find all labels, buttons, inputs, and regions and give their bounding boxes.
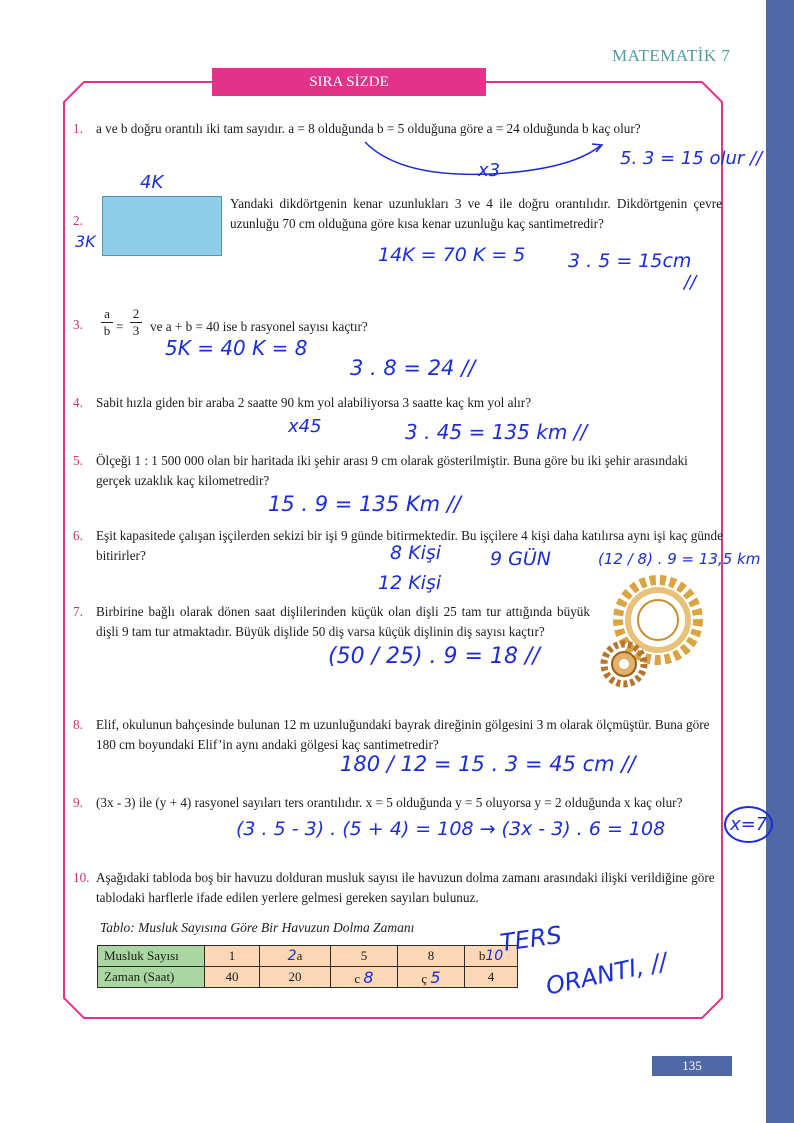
- q2-hw-calc: 14K = 70 K = 5: [378, 244, 526, 266]
- question-5-text: Ölçeği 1 : 1 500 000 olan bir haritada iki şehir arası 9 cm olarak gösterilmiştir. Buna göre bu iki şehir arasındaki gerçek uzaklık kaç kilometredir?: [96, 453, 688, 488]
- row-header: Zaman (Saat): [98, 967, 205, 988]
- q3-frac-numerator: a: [104, 306, 110, 321]
- q5-hw-answer: 15 . 9 = 135 Km //: [268, 492, 461, 516]
- q3-frac2-denominator: 3: [130, 322, 142, 339]
- question-2-text: Yandaki dikdörtgenin kenar uzunlukları 3 ve 4 ile doğru orantılıdır. Dikdörtgenin çevre uzunluğu 70 cm olduğuna göre kısa kenar uzunluğu kaç santimetredir?: [230, 196, 722, 231]
- q6-hw-9gun: 9 GÜN: [490, 548, 551, 570]
- q1-hw-x3: x3: [478, 160, 501, 181]
- q9-hw-x-equals-7: x=7: [724, 806, 773, 843]
- question-8-text: Elif, okulunun bahçesinde bulunan 12 m uzunluğundaki bayrak direğinin gölgesini 3 m olarak ölçmüştür. Buna göre 180 cm boyundaki Elif’in aynı andaki gölgesi kaç santimetredir?: [96, 717, 710, 752]
- q3-fraction-2-3: [130, 306, 142, 339]
- question-6-text: Eşit kapasitede çalışan işçilerden sekizi bir işi 9 günde bitirmektedir. Bu işçilere 4 kişi daha katılırsa aynı işi kaç günde bitirirler?: [96, 528, 723, 563]
- table-cell: 5: [331, 946, 398, 967]
- question-7-text: Birbirine bağlı olarak dönen saat dişlilerinden küçük olan dişli 25 tam tur attığında büyük dişli 9 tam tur atmaktadır. Büyük dişlide 50 diş varsa küçük dişlinin diş sayısı kaçtır?: [96, 604, 590, 639]
- q4-hw-x45: x45: [288, 416, 322, 437]
- page-side-bar: [766, 0, 794, 1123]
- q9-hw-answer: (3 . 5 - 3) . (5 + 4) = 108 → (3x - 3) . 6 = 108: [236, 818, 666, 840]
- rectangle-figure: [102, 196, 222, 256]
- question-9-text: (3x - 3) ile (y + 4) rasyonel sayıları ters orantılıdır. x = 5 olduğunda y = 5 oluyorsa y = 2 olduğunda x kaç olur?: [96, 795, 683, 810]
- question-1-text: a ve b doğru orantılı iki tam sayıdır. a = 8 olduğunda b = 5 olduğuna göre a = 24 olduğunda b kaç olur?: [96, 121, 641, 136]
- q2-hw-slash: //: [684, 272, 697, 293]
- q6-hw-12kisi: 12 Kişi: [378, 572, 442, 594]
- gears-illustration: [600, 572, 710, 692]
- question-9-number: 9.: [73, 795, 83, 810]
- table-letter-c: c: [354, 970, 361, 986]
- row-header: Musluk Sayısı: [98, 946, 205, 967]
- q7-hw-answer: (50 / 25) . 9 = 18 //: [328, 644, 540, 669]
- question-3-number: 3.: [73, 317, 83, 332]
- q6-hw-8kisi: 8 Kişi: [390, 542, 442, 564]
- q3-equals: =: [116, 319, 124, 334]
- question-10-number: 10.: [73, 870, 90, 885]
- question-4-number: 4.: [73, 395, 83, 410]
- table-letter-cc: ç: [421, 970, 428, 986]
- question-6-number: 6.: [73, 528, 83, 543]
- q3-fraction-a-b: [101, 306, 113, 339]
- table-hw-cc: 5: [430, 967, 441, 987]
- data-table: [97, 945, 518, 988]
- table-row: [98, 946, 518, 967]
- q2-hw-4k: 4K: [140, 172, 164, 193]
- table-cell: 4: [465, 967, 518, 988]
- question-4-text: Sabit hızla giden bir araba 2 saatte 90 km yol alabiliyorsa 3 saatte kaç km yol alır?: [96, 395, 532, 410]
- question-3-text: ve a + b = 40 ise b rasyonel sayısı kaçtır?: [150, 319, 368, 334]
- table-cell: 1: [205, 946, 260, 967]
- q2-hw-3k: 3K: [75, 232, 96, 251]
- table-cell-a: [260, 946, 331, 967]
- q3-frac-denominator: b: [101, 322, 113, 339]
- table-caption: Tablo: Musluk Sayısına Göre Bir Havuzun Dolma Zamanı: [100, 920, 415, 935]
- page-number: 135: [652, 1056, 732, 1076]
- table-cell-c: [331, 967, 398, 988]
- q8-hw-answer: 180 / 12 = 15 . 3 = 45 cm //: [340, 752, 636, 776]
- table-cell-cc: [398, 967, 465, 988]
- table-cell: 8: [398, 946, 465, 967]
- table-cell: 20: [260, 967, 331, 988]
- table-letter-a: a: [296, 948, 303, 963]
- q10-hw-ters: TERS: [498, 920, 564, 958]
- table-row: [98, 967, 518, 988]
- table-hw-a: 2: [287, 948, 297, 964]
- q3-hw-answer: 3 . 8 = 24 //: [350, 356, 476, 380]
- table-letter-b: b: [478, 948, 486, 963]
- question-10-text: Aşağıdaki tabloda boş bir havuzu dolduran musluk sayısı ile havuzun dolma zamanı arasındaki ilişki verildiğine göre tablodaki harflerle ifade edilen yerlere gelmesi gereken sayıları bulunuz.: [96, 870, 715, 905]
- question-5-number: 5.: [73, 453, 83, 468]
- q10-hw-oranti: ORANTI, //: [543, 947, 670, 1001]
- q1-hw-answer: 5. 3 = 15 olur //: [620, 148, 763, 169]
- question-2-number: 2.: [73, 213, 83, 228]
- question-1-number: 1.: [73, 121, 83, 136]
- table-hw-b: 10: [485, 948, 504, 964]
- q6-hw-answer: (12 / 8) . 9 = 13,5 km: [598, 550, 761, 568]
- question-8-number: 8.: [73, 717, 83, 732]
- subject-header: MATEMATİK 7: [612, 46, 731, 65]
- question-7-number: 7.: [73, 604, 83, 619]
- q3-frac2-numerator: 2: [132, 306, 140, 321]
- q3-hw-calc: 5K = 40 K = 8: [165, 336, 308, 360]
- sira-sizde-banner: SIRA SİZDE: [212, 68, 486, 96]
- q2-hw-answer: 3 . 5 = 15cm: [568, 250, 692, 272]
- table-cell: 40: [205, 967, 260, 988]
- table-hw-c: 8: [363, 967, 374, 987]
- q4-hw-answer: 3 . 45 = 135 km //: [405, 420, 588, 444]
